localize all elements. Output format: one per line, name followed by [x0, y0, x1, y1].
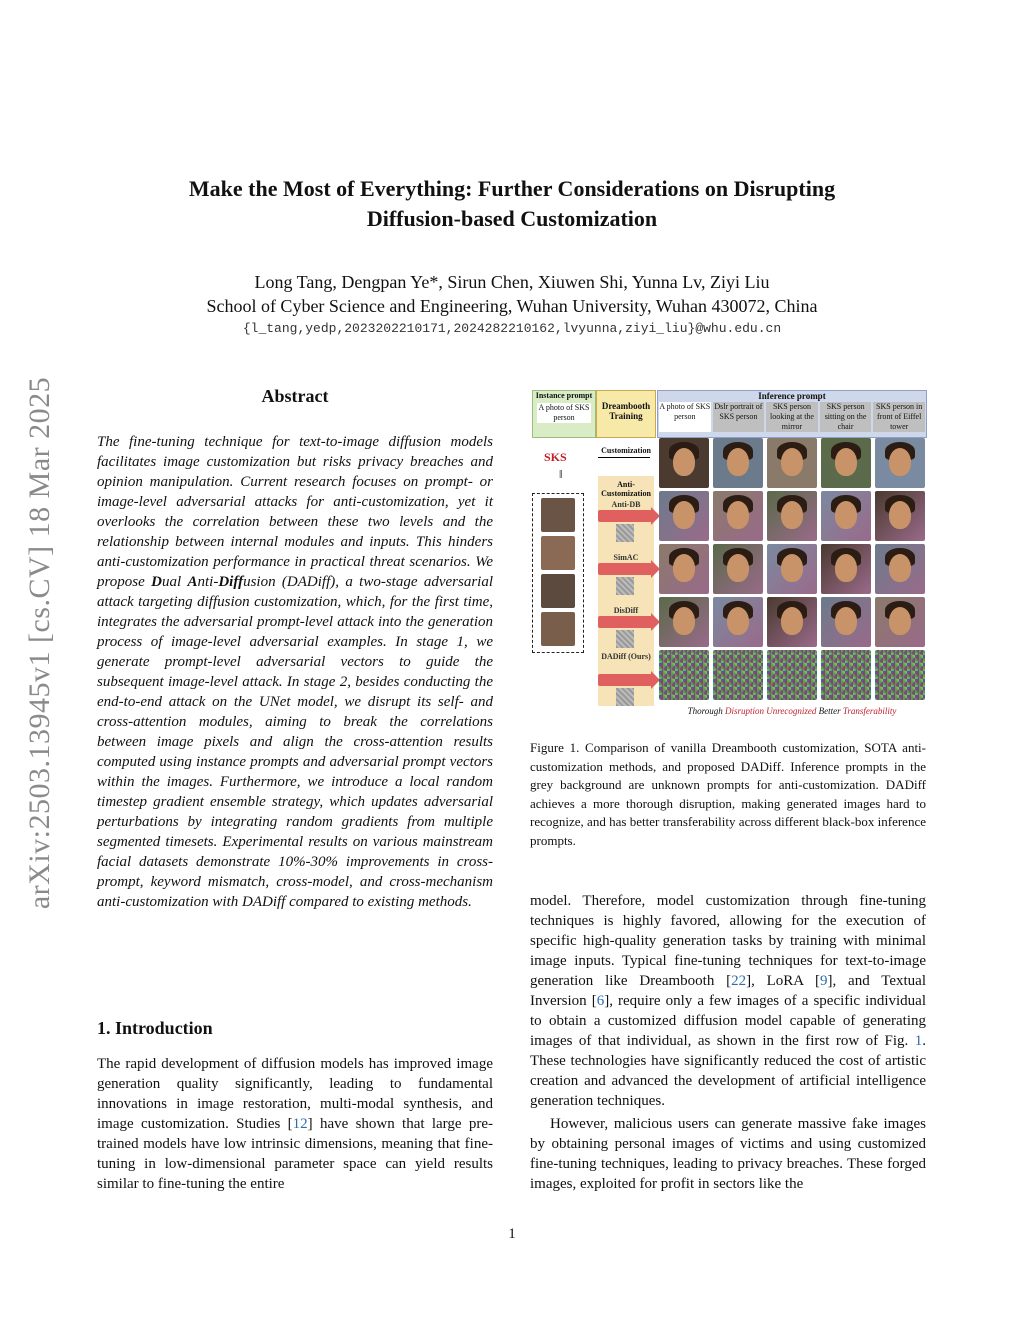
generated-image — [875, 438, 925, 488]
face — [727, 501, 749, 529]
instance-prompt-text: A photo of SKS person — [538, 403, 590, 422]
generated-image — [659, 597, 709, 647]
face — [781, 448, 803, 476]
equals-sign: ‖ — [559, 467, 563, 481]
abstract-text-2: usion (DADiff), a two-stage adversarial attack targeting diffusion customization, which, for the first time, integrates the adversarial prompt-level attack into the generation process of image-level adversarial examples. In stage 1, we generate prompt-level adversarial vectors to guide the subsequent image-level attack. In stage 2, besides conducting the end-to-end attack on the UNet model, we disrupt its self- and cross-attention modules, aiming to break the correlations between image pixels and align the cross-attention results computed using instance prompts and adversarial prompt vectors within the images. Furthermore, we introduce a local random timestep gradient ensemble strategy, which updates adversarial perturbations by integrating random gradients from multiple segmented timesets. Experimental results on various mainstream facial datasets demonstrate 10%-30% improvements in cross-prompt, keyword mismatch, cross-model, and cross-mechanism anti-customization with DADiff compared to existing methods. — [97, 574, 494, 910]
right-text-e: . These technologies have significantly reduced the cost of artistic creation and advanced the development of artificial intelligence generation techniques. — [530, 1033, 926, 1109]
abstract-text-1: The fine-tuning technique for text-to-image diffusion models facilitates image customization but risks privacy breaches and opinion manipulation. Current research focuses on prompt- or image-level adversarial attacks for anti-customization, yet it overlooks the correlation between these two levels and the relationship between internal modules and inputs. This hinders anti-customization performance in practical threat scenarios. We propose — [97, 434, 493, 590]
right-text-c: ], and Textual Inversion [ — [530, 973, 926, 1009]
generated-image — [821, 597, 871, 647]
inference-prompt-label: Inference prompt — [758, 391, 826, 401]
perturbation-3 — [616, 630, 634, 648]
face — [673, 554, 695, 582]
method-arrow-2 — [598, 563, 652, 575]
citation-link[interactable]: 6 — [596, 993, 605, 1009]
generated-image — [713, 650, 763, 700]
face — [835, 554, 857, 582]
face — [889, 501, 911, 529]
face — [781, 554, 803, 582]
generated-image — [659, 491, 709, 541]
citation-link[interactable]: 22 — [731, 973, 747, 989]
face — [835, 607, 857, 635]
training-face-1 — [541, 498, 575, 532]
generated-image — [875, 597, 925, 647]
email-list: {l_tang,yedp,2023202210171,2024282210162,lvyunna,ziyi_liu}@whu.edu.cn — [242, 321, 782, 336]
face — [835, 501, 857, 529]
method-dadiff: DADiff (Ours) — [601, 652, 651, 661]
generated-image — [713, 544, 763, 594]
abstract-body — [97, 432, 493, 912]
generated-image — [767, 491, 817, 541]
face — [673, 607, 695, 635]
caption-transferability: Transferability — [842, 706, 897, 716]
face — [889, 448, 911, 476]
right-column-paragraph-1 — [530, 891, 926, 1111]
caption-thorough: Thorough — [687, 706, 723, 716]
figure-bottom-caption — [658, 706, 926, 716]
generated-image — [875, 650, 925, 700]
generated-image — [767, 597, 817, 647]
generated-image — [767, 438, 817, 488]
anti-customization-label: Anti-Customization — [601, 480, 651, 498]
instance-prompt-header — [532, 390, 596, 438]
generated-image — [821, 650, 871, 700]
face — [835, 448, 857, 476]
generated-image — [875, 544, 925, 594]
abstract-text-nti: nti- — [197, 574, 219, 590]
training-face-3 — [541, 574, 575, 608]
inference-prompt-5: SKS person in front of Eiffel tower — [873, 402, 925, 432]
arxiv-side-stamp — [10, 348, 70, 938]
method-simac: SimAC — [613, 553, 639, 562]
right-column-paragraph-2: However, malicious users can generate massive fake images by obtaining personal images of victims and using customized fine-tuning techniques, leading to privacy breaches. These forged images, exploited for profit in sectors like the — [530, 1116, 926, 1192]
sks-token: SKS — [544, 450, 567, 464]
intro-text-b: ] have shown that large pre-trained models have low intrinsic dimensions, meaning that fine-tuning in low-dimensional parameter space can yield results similar to fine-tuning the entire — [97, 1116, 494, 1192]
page-number: 1 — [508, 1226, 516, 1242]
intro-text-a: The rapid development of diffusion models has improved image generation quality significantly, leading to fundamental innovations in image restoration, multi-modal synthesis, and image customization. Studies [ — [97, 1056, 493, 1132]
abstract-bold-a: A — [187, 574, 198, 590]
inference-prompt-header — [657, 390, 927, 438]
method-arrow-3 — [598, 616, 652, 628]
training-face-2 — [541, 536, 575, 570]
face — [781, 501, 803, 529]
intro-heading: 1. Introduction — [97, 1018, 213, 1038]
author-list: Long Tang, Dengpan Ye*, Sirun Chen, Xiuwen Shi, Yunna Lv, Ziyi Liu — [254, 272, 770, 292]
generated-image — [659, 438, 709, 488]
generated-image — [821, 438, 871, 488]
instance-prompt-label: Instance prompt — [535, 391, 593, 400]
generated-image — [659, 544, 709, 594]
abstract-bold-d: D — [151, 574, 162, 590]
method-arrow-1 — [598, 510, 652, 522]
face — [781, 607, 803, 635]
figure-1-caption: Figure 1. Comparison of vanilla Dreambooth customization, SOTA anti-customization methods, and proposed DADiff. Inference prompts in the grey background are unknown prompts for anti-customization. DADiff achieves a more thorough disruption, making generated images hard to recognize, and has better transferability across different black-box inference prompts. — [530, 740, 926, 848]
generated-image — [767, 650, 817, 700]
title-line-2: Diffusion-based Customization — [366, 206, 658, 231]
inference-prompt-3: SKS person looking at the mirror — [766, 402, 818, 432]
author-block — [100, 270, 924, 318]
figure-1 — [530, 390, 926, 720]
citation-link[interactable]: 12 — [292, 1116, 308, 1132]
inference-prompt-4: SKS person sitting on the chair — [820, 402, 872, 432]
generated-image — [713, 491, 763, 541]
customization-label: Customization — [601, 446, 651, 455]
generated-image — [875, 491, 925, 541]
generated-image — [821, 491, 871, 541]
affiliation: School of Cyber Science and Engineering, Wuhan University, Wuhan 430072, China — [206, 296, 818, 316]
right-text-d: ], require only a few images of a specific individual to obtain a customized diffusion model capable of generating images of that individual, as shown in the first row of Fig. — [530, 993, 926, 1049]
abstract-text-ual: ual — [161, 574, 188, 590]
right-text-b: ], LoRA [ — [746, 973, 821, 989]
generated-image — [767, 544, 817, 594]
abstract-heading: Abstract — [261, 386, 329, 406]
perturbation-4 — [616, 688, 634, 706]
perturbation-1 — [616, 524, 634, 542]
customization-arrow — [598, 457, 650, 458]
dreambooth-training-header: Dreambooth Training — [596, 390, 656, 438]
face — [889, 554, 911, 582]
title-line-1: Make the Most of Everything: Further Considerations on Disrupting — [188, 176, 836, 201]
generated-image — [713, 597, 763, 647]
right-text-a: model. Therefore, model customization through fine-tuning techniques is highly favored, allowing for the execution of specific high-quality generation tasks by training with minimal image inputs. Typical fine-tuning techniques for text-to-image generation like Dreambooth [ — [530, 893, 926, 989]
perturbation-2 — [616, 577, 634, 595]
caption-unrecognized: Unrecognized — [766, 706, 817, 716]
face — [673, 448, 695, 476]
face — [889, 607, 911, 635]
inference-prompt-1: A photo of SKS person — [659, 402, 711, 432]
inference-prompt-2: Dslr portrait of SKS person — [713, 402, 765, 432]
face — [727, 448, 749, 476]
training-face-4 — [541, 612, 575, 646]
caption-disruption: Disruption — [725, 706, 765, 716]
training-images-box — [532, 493, 584, 653]
arxiv-id: arXiv:2503.13945v1 [cs.CV] 18 Mar 2025 — [23, 376, 56, 910]
face — [727, 554, 749, 582]
method-arrow-4 — [598, 674, 652, 686]
generated-image — [659, 650, 709, 700]
method-disdiff: DisDiff — [613, 606, 639, 615]
intro-paragraph — [97, 1054, 493, 1194]
face — [727, 607, 749, 635]
face — [673, 501, 695, 529]
method-anti-db: Anti-DB — [611, 500, 641, 509]
generated-image — [821, 544, 871, 594]
citation-link[interactable]: 9 — [820, 973, 828, 989]
paper-title — [100, 174, 924, 234]
caption-better: Better — [818, 706, 841, 716]
generated-image — [713, 438, 763, 488]
figure-reference-link[interactable]: 1 — [914, 1033, 923, 1049]
abstract-bold-diff: Diff — [218, 574, 244, 590]
